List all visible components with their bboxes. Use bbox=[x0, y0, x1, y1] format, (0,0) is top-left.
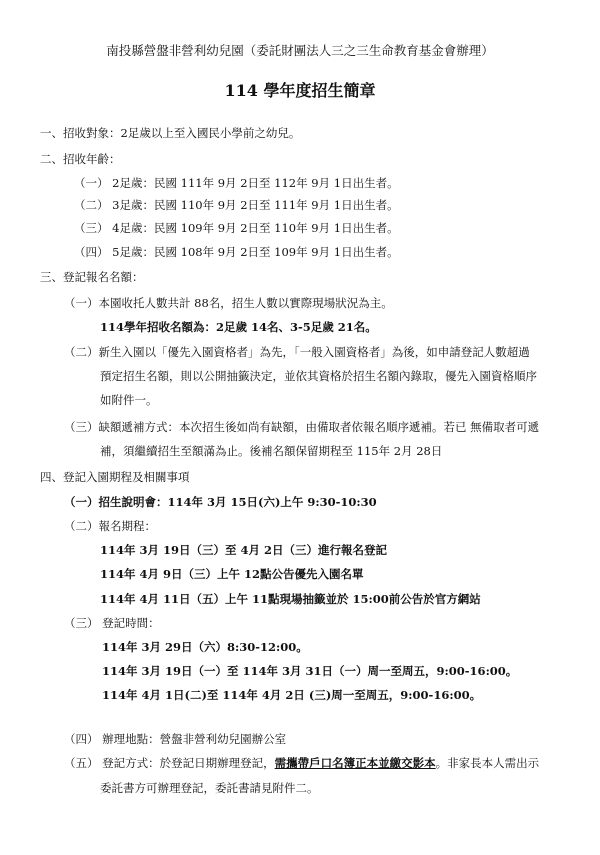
registration-time-2: 114年 3月 19日（一）至 114年 3月 31日（一）周一至周五，9:00-16:00。 bbox=[102, 664, 518, 678]
registration-date-2: 114年 4月 9日（三）上午 12點公告優先入園名單 bbox=[100, 567, 364, 581]
quota-capacity: （一）本園收托人數共計 88名，招生人數以實際現場狀況為主。 bbox=[64, 296, 393, 310]
briefing-session: （一）招生說明會：114年 3月 15日(六)上午 9:30-10:30 bbox=[64, 495, 377, 509]
age-item-3: （二） 3足歲：民國 110年 9月 2日至 111年 9月 1日出生者。 bbox=[74, 198, 399, 212]
method-text-end: 。非家長本人需出示 bbox=[435, 756, 540, 770]
quota-numbers: 114學年招收名額為：2足歲 14名、3-5足歲 21名。 bbox=[100, 320, 377, 334]
section-1-target: 一、招收對象：2足歲以上至入國民小學前之幼兒。 bbox=[40, 126, 301, 140]
priority-rule-line1: （二）新生入園以「優先入園資格者」為先，「一般入園資格者」為後，如申請登記人數超過 bbox=[64, 345, 530, 359]
document-header: 南投縣營盤非營利幼兒園（委託財團法人三之三生命教育基金會辦理） bbox=[106, 43, 494, 58]
age-item-4: （三） 4足歲：民國 109年 9月 2日至 110年 9月 1日出生者。 bbox=[74, 221, 399, 235]
registration-method-line1 bbox=[64, 756, 539, 770]
registration-time-3: 114年 4月 1日(二)至 114年 4月 2日 (三)周一至周五，9:00-16:00。 bbox=[102, 688, 482, 702]
section-3-heading: 三、登記報名名額： bbox=[40, 270, 144, 284]
registration-location: （四） 辦理地點：營盤非營利幼兒園辦公室 bbox=[64, 732, 287, 746]
method-underlined-requirement: 需攜帶戶口名簿正本並繳交影本 bbox=[274, 756, 436, 770]
registration-time-heading: （三） 登記時間： bbox=[64, 616, 160, 630]
method-text: （五） 登記方式：於登記日期辦理登記， bbox=[64, 756, 275, 770]
age-item-2: （一） 2足歲：民國 111年 9月 2日至 112年 9月 1日出生者。 bbox=[74, 176, 399, 190]
registration-period-heading: （二）報名期程： bbox=[64, 519, 156, 533]
vacancy-rule-line1: （三）缺額遞補方式：本次招生後如尚有缺額，由備取者依報名順序遞補。若已 無備取者可遞 bbox=[64, 420, 540, 434]
registration-time-1: 114年 3月 29日（六）8:30-12:00。 bbox=[102, 640, 308, 654]
registration-method-line2: 委託書方可辦理登記，委託書請見附件二。 bbox=[100, 781, 319, 795]
priority-rule-line2: 預定招生名額，則以公開抽籤決定，並依其資格於招生名額內錄取，優先入園資格順序 bbox=[100, 369, 537, 383]
priority-rule-line3: 如附件一。 bbox=[100, 393, 158, 407]
section-2-heading: 二、招收年齡： bbox=[40, 152, 121, 166]
vacancy-rule-line2: 補，須繼續招生至額滿為止。後補名額保留期程至 115年 2月 28日 bbox=[100, 444, 443, 458]
document-title: 114 學年度招生簡章 bbox=[224, 81, 376, 100]
age-item-5: （四） 5足歲：民國 108年 9月 2日至 109年 9月 1日出生者。 bbox=[74, 245, 399, 259]
registration-date-3: 114年 4月 11日（五）上午 11點現場抽籤並於 15:00前公告於官方網站 bbox=[100, 592, 481, 606]
section-4-heading: 四、登記入園期程及相關事項 bbox=[40, 470, 190, 484]
registration-date-1: 114年 3月 19日（三）至 4月 2日（三）進行報名登記 bbox=[100, 543, 388, 557]
